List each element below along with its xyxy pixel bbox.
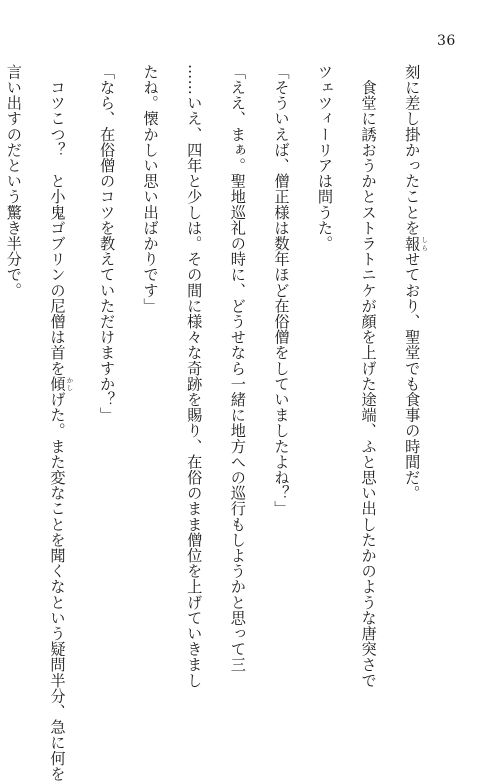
ruby-shirase: 報 しら xyxy=(403,235,429,252)
text-line-3: ツェツィーリアは問うた。 xyxy=(316,64,335,252)
text-line-5: 「ええ、まぁ。聖地巡礼の時に、どうせなら一緒に地方への巡行もしようかと思って三 xyxy=(228,64,247,673)
body-text xyxy=(0,64,450,782)
page-number: 36 xyxy=(437,33,456,49)
text-line-1: 刻に差し掛かったことを報 しらせており、聖堂でも食事の時間だ。 xyxy=(403,64,429,501)
text-line-2: 食堂に誘おうかとストラトニケが顔を上げた途端、ふと思い出したかのような唐突さで xyxy=(359,64,378,688)
text-line-9: コツこつ？ と小鬼ゴブリンの尼僧は首を傾 かしげた。また変なことを聞くなという疑問半分、急に何を xyxy=(48,64,74,782)
text-line-10: 言い出すのだという驚き半分で。 xyxy=(4,64,23,298)
text-line-6: ……いえ、四年と少しは。その間に様々な奇跡を賜り、在俗のまま僧位を上げていきまし xyxy=(185,64,204,688)
text-line-4: 「そういえば、僧正様は数年ほど在俗僧をしていましたよね？」 xyxy=(272,64,291,517)
text-line-8: 「なら、在俗僧のコツを教えていただけますか？」 xyxy=(98,64,117,423)
text-line-7: たね。懐かしい思い出ばかりです」 xyxy=(141,64,160,314)
ruby-kashige: 傾 かし xyxy=(48,376,74,392)
